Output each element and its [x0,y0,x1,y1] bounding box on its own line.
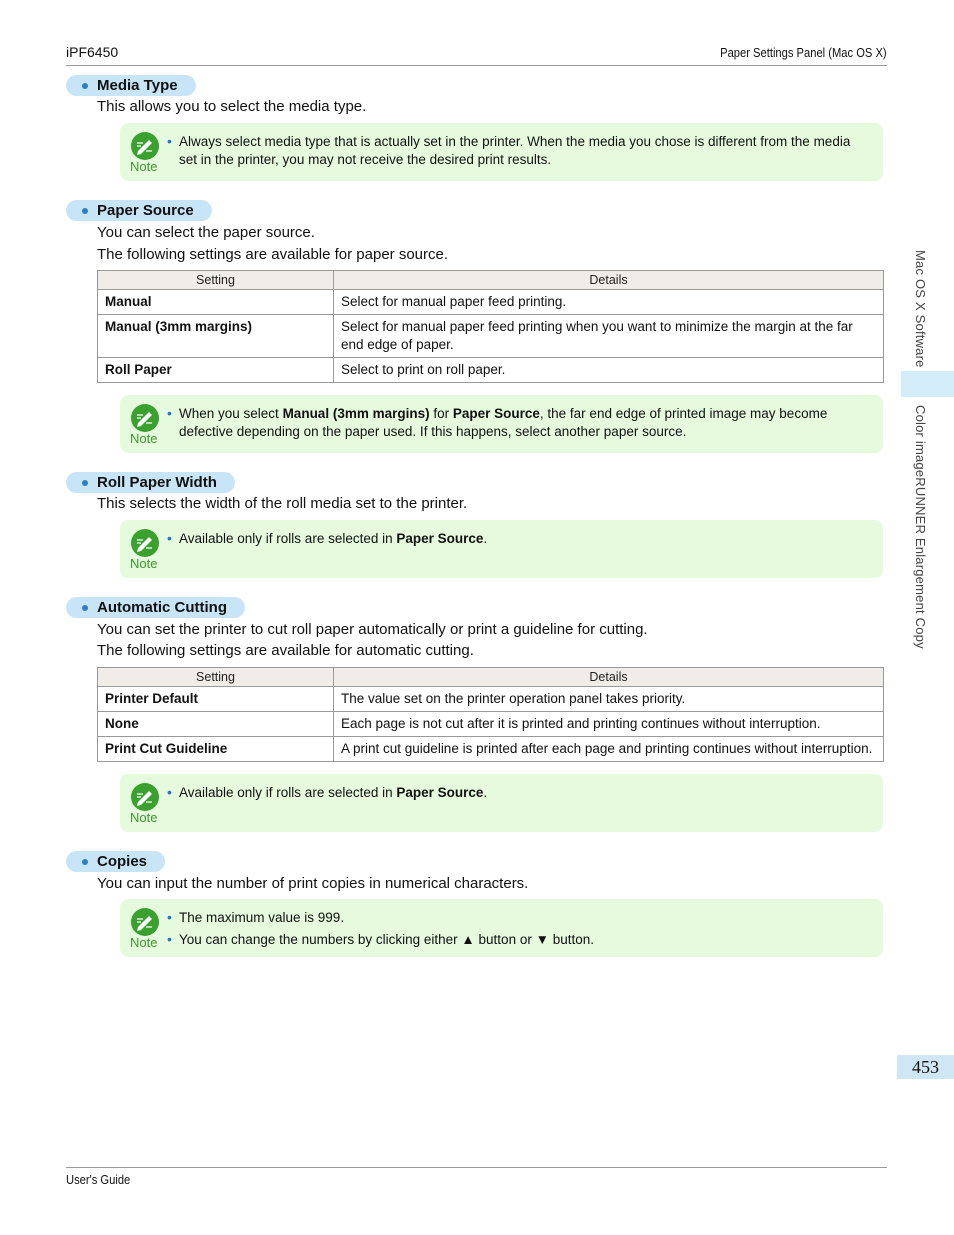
bullet-icon [82,859,88,865]
setting-reference: Manual (3mm margins) [282,406,430,421]
note-label: Note [130,935,158,950]
note-text: . [483,785,488,800]
table-row [98,687,884,712]
table-header-row [98,271,884,290]
setting-reference: Paper Source [396,531,484,546]
note-text: When you select [179,406,283,421]
bullet-icon [82,208,88,214]
note-pencil-icon [130,782,160,812]
bullet-icon [82,83,88,89]
paragraph: This selects the width of the roll media set to the printer. [97,495,468,512]
document-model: iPF6450 [66,44,119,60]
note-item [167,530,867,548]
setting-details: Select for manual paper feed printing. [334,290,884,315]
note-text: Available only if rolls are selected in [179,531,397,546]
note-box [120,899,883,957]
paragraph: The following settings are available for paper source. [97,246,449,263]
note-pencil-icon [130,907,160,937]
setting-name: None [98,712,334,737]
setting-details: A print cut guideline is printed after each page and printing continues without interruption. [334,737,884,762]
setting-reference: Paper Source [452,406,540,421]
paragraph: The following settings are available for automatic cutting. [97,642,474,659]
section-heading-text: Paper Source [97,202,194,219]
note-label: Note [130,159,158,174]
note-item [167,784,867,802]
note-box [120,395,883,453]
note-label: Note [130,431,158,446]
setting-details: Select for manual paper feed printing when you want to minimize the margin at the far end edge of paper. [334,315,884,358]
section-heading-roll-paper-width [66,472,235,493]
note-item: • You can change the numbers by clicking either ▲ button or ▼ button. [167,931,867,949]
note-text: . [483,531,488,546]
setting-reference: Paper Source [396,785,484,800]
paragraph: You can set the printer to cut roll paper automatically or print a guideline for cutting. [97,621,648,638]
page-number: 453 [897,1055,954,1079]
note-label: Note [130,810,158,825]
note-item [167,405,867,441]
note-label: Note [130,556,158,571]
side-tab-highlight [901,371,954,397]
note-box [120,123,883,181]
page-section-title: Paper Settings Panel (Mac OS X) [720,45,887,60]
setting-name: Printer Default [98,687,334,712]
column-header-details: Details [334,271,884,290]
column-header-setting: Setting [98,668,334,687]
column-header-details: Details [334,668,884,687]
note-pencil-icon [130,403,160,433]
table-row [98,315,884,358]
setting-details: Select to print on roll paper. [334,358,884,383]
bullet-icon [82,605,88,611]
note-text: for [429,406,453,421]
footer-title: User's Guide [66,1172,131,1187]
note-text: Available only if rolls are selected in [179,785,397,800]
note-box [120,520,883,578]
paragraph: You can input the number of print copies in numerical characters. [97,875,529,892]
section-heading-copies [66,851,165,872]
section-heading-text: Automatic Cutting [97,599,227,616]
section-heading-media-type [66,75,196,96]
bullet-icon [82,480,88,486]
setting-name: Print Cut Guideline [98,737,334,762]
paragraph: This allows you to select the media type. [97,98,367,115]
section-heading-text: Roll Paper Width [97,474,217,491]
note-pencil-icon [130,131,160,161]
paper-source-table [97,270,884,383]
table-row [98,712,884,737]
side-section-tab[interactable]: Mac OS X Software [913,250,928,368]
section-heading-text: Copies [97,853,148,870]
setting-name: Manual [98,290,334,315]
setting-details: The value set on the printer operation panel takes priority. [334,687,884,712]
note-text: , the far end edge of printed image may become defective depending on the paper used. If this happens, select another paper source. [179,406,828,439]
note-item: • Always select media type that is actually set in the printer. When the media you chose is different from the media set in the printer, you may not receive the desired print results. [167,133,867,169]
setting-name: Manual (3mm margins) [98,315,334,358]
table-row [98,358,884,383]
header-divider [66,65,887,66]
section-heading-text: Media Type [97,77,178,94]
setting-name: Roll Paper [98,358,334,383]
note-item: • The maximum value is 999. [167,909,867,927]
footer-divider [66,1167,887,1168]
column-header-setting: Setting [98,271,334,290]
section-heading-paper-source [66,200,212,221]
paragraph: You can select the paper source. [97,224,315,241]
table-header-row [98,668,884,687]
setting-details: Each page is not cut after it is printed and printing continues without interruption. [334,712,884,737]
automatic-cutting-table [97,667,884,762]
note-pencil-icon [130,528,160,558]
note-box [120,774,883,832]
table-row [98,737,884,762]
side-chapter-tab[interactable]: Color imageRUNNER Enlargement Copy [913,405,928,649]
table-row [98,290,884,315]
section-heading-automatic-cutting [66,597,245,618]
